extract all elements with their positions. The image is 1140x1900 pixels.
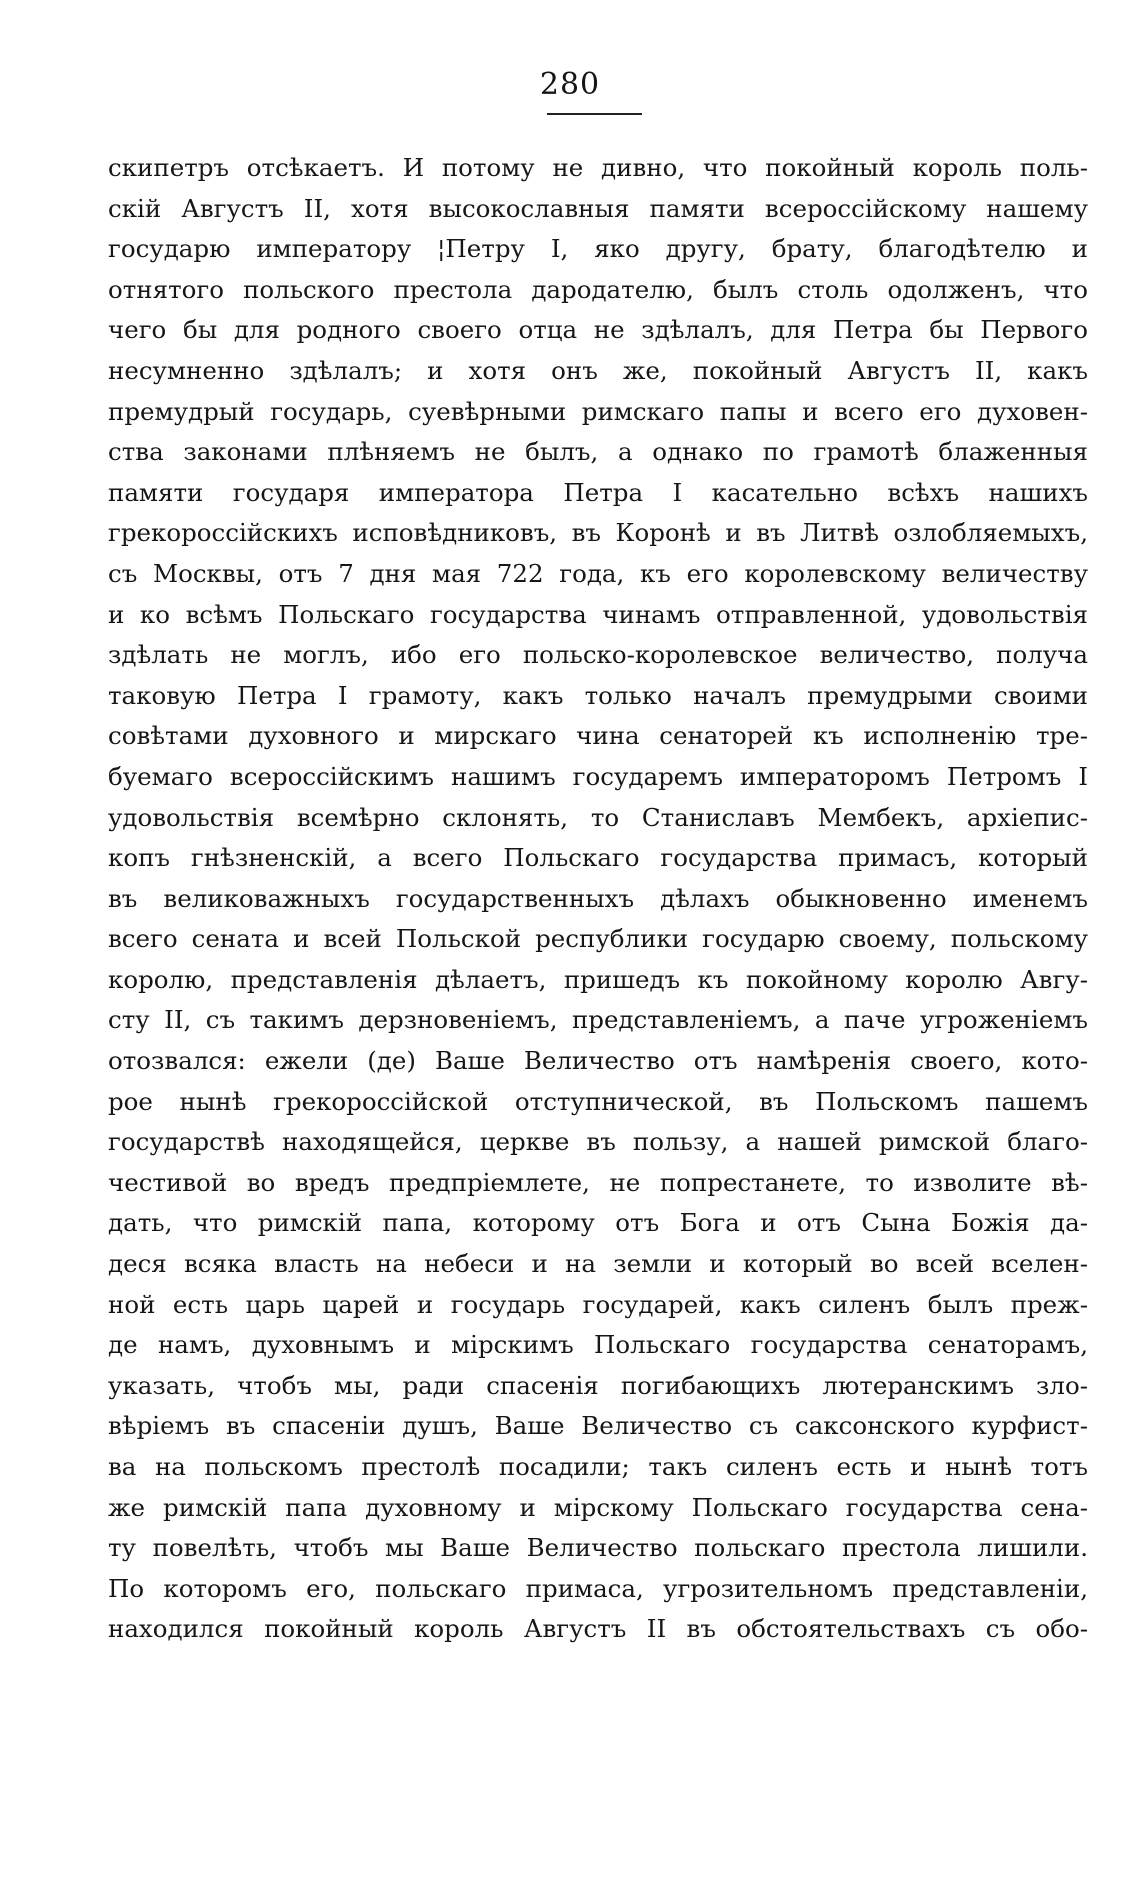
text-line: копъ гнѣзненскій, а всего Польскаго государства примасъ, который bbox=[108, 843, 1088, 873]
text-line: государю императору ¦Петру I, яко другу, брату, благодѣтелю и bbox=[108, 234, 1088, 264]
page-number-rule bbox=[547, 113, 642, 115]
text-line: скій Августъ II, хотя высокославныя памяти всероссійскому нашему bbox=[108, 193, 1088, 223]
text-line: буемаго всероссійскимъ нашимъ государемъ императоромъ Петромъ I bbox=[108, 761, 1088, 791]
text-line: съ Москвы, отъ 7 дня мая 722 года, къ его королевскому величеству bbox=[108, 558, 1088, 588]
text-line: всего сената и всей Польской республики государю своему, польскому bbox=[108, 924, 1088, 954]
text-line: честивой во вредъ предпріемлете, не попрестанете, то изволите вѣ- bbox=[108, 1167, 1088, 1197]
text-line: отозвался: ежели (де) Ваше Величество отъ намѣренія своего, кото- bbox=[108, 1046, 1088, 1076]
text-line: деся всяка власть на небеси и на земли и который во всей вселен- bbox=[108, 1249, 1088, 1279]
text-line: удовольствія всемѣрно склонять, то Станиславъ Мембекъ, архіепис- bbox=[108, 802, 1088, 832]
text-line: государствѣ находящейся, церкве въ пользу, а нашей римской благо- bbox=[108, 1127, 1088, 1157]
text-line: сту II, съ такимъ дерзновеніемъ, представленіемъ, а паче угроженіемъ bbox=[108, 1005, 1088, 1035]
text-line: здѣлать не моглъ, ибо его польско-королевское величество, получа bbox=[108, 640, 1088, 670]
text-line: несумненно здѣлалъ; и хотя онъ же, покойный Августъ II, какъ bbox=[108, 355, 1088, 385]
text-line: памяти государя императора Петра I касательно всѣхъ нашихъ bbox=[108, 477, 1088, 507]
text-line: ту повелѣть, чтобъ мы Ваше Величество польскаго престола лишили. bbox=[108, 1533, 1088, 1563]
body-text bbox=[108, 148, 1088, 1650]
text-line: королю, представленія дѣлаетъ, пришедъ къ покойному королю Авгу- bbox=[108, 964, 1088, 994]
text-line: и ко всѣмъ Польскаго государства чинамъ отправленной, удовольствія bbox=[108, 599, 1088, 629]
text-line: указать, чтобъ мы, ради спасенія погибающихъ лютеранскимъ зло- bbox=[108, 1370, 1088, 1400]
text-line: рое нынѣ грекороссійской отступнической, въ Польскомъ пашемъ bbox=[108, 1086, 1088, 1116]
text-line: чего бы для родного своего отца не здѣлалъ, для Петра бы Первого bbox=[108, 315, 1088, 345]
text-line: отнятого польского престола дародателю, былъ столь одолженъ, что bbox=[108, 274, 1088, 304]
text-line: ва на польскомъ престолѣ посадили; такъ силенъ есть и нынѣ тотъ bbox=[108, 1452, 1088, 1481]
page-number: 280 bbox=[539, 67, 601, 102]
text-line: По которомъ его, польскаго примаса, угрозительномъ представленіи, bbox=[108, 1573, 1088, 1603]
text-line: скипетръ отсѣкаетъ. И потому не дивно, что покойный король поль- bbox=[108, 153, 1088, 182]
text-line: де намъ, духовнымъ и мірскимъ Польскаго государства сенаторамъ, bbox=[108, 1330, 1088, 1360]
text-line: ства законами плѣняемъ не былъ, а однако по грамотѣ блаженныя bbox=[108, 437, 1088, 467]
text-line: грекороссійскихъ исповѣдниковъ, въ Коронѣ и въ Литвѣ озлобляемыхъ, bbox=[108, 518, 1088, 548]
text-line: вѣріемъ въ спасеніи душъ, Ваше Величество съ саксонского курфист- bbox=[108, 1411, 1088, 1441]
text-line: находился покойный король Августъ II въ обстоятельствахъ съ обо- bbox=[108, 1614, 1088, 1644]
text-line: ной есть царь царей и государь государей, какъ силенъ былъ преж- bbox=[108, 1289, 1088, 1319]
text-line: въ великоважныхъ государственныхъ дѣлахъ обыкновенно именемъ bbox=[108, 883, 1088, 913]
text-line: премудрый государь, суевѣрными римскаго папы и всего его духовен- bbox=[108, 396, 1088, 426]
text-line: дать, что римскій папа, которому отъ Бога и отъ Сына Божія да- bbox=[108, 1208, 1088, 1238]
text-line: таковую Петра I грамоту, какъ только началъ премудрыми своими bbox=[108, 680, 1088, 710]
text-line: же римскій папа духовному и мірскому Польскаго государства сена- bbox=[108, 1492, 1088, 1522]
text-line: совѣтами духовного и мирскаго чина сенаторей къ исполненію тре- bbox=[108, 721, 1088, 751]
